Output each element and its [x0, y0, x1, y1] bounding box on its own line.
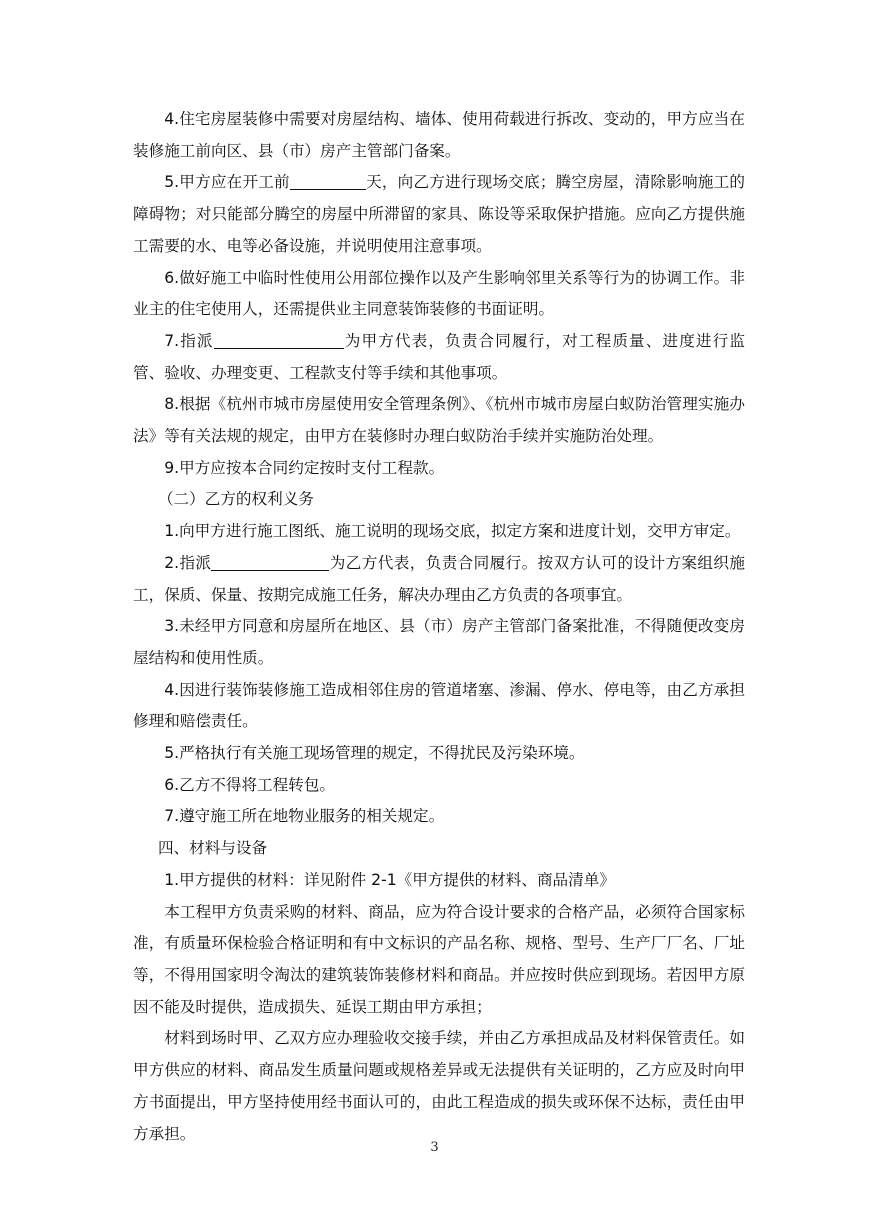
paragraph-m1: 1.甲方提供的材料：详见附件 2-1《甲方提供的材料、商品清单》: [164, 870, 615, 889]
paragraph-m2: 本工程甲方负责采购的材料、商品，应为符合设计要求的合格产品，必须符合国家标准，有质量环保检验合格证明和有中文标识的产品名称、规格、型号、生产厂厂名、厂址等，不得用国家明令淘汰的建筑装饰装修材料和商品。并应按时供应到现场。若因甲方原因不能及时提供，造成损失、延误工期由甲方承担；: [133, 902, 745, 1016]
paragraph-7-start: 7.指派: [164, 331, 214, 350]
paragraph-b3: 3.未经甲方同意和房屋所在地区、县（市）房产主管部门备案批准，不得随便改变房屋结构和使用性质。: [133, 617, 745, 667]
blank-party-b-representative: [211, 552, 329, 571]
paragraph-b6: 6.乙方不得将工程转包。: [164, 775, 336, 794]
paragraph-b2: [133, 548, 745, 611]
document-body: [133, 104, 745, 1150]
section-heading-party-b: （二）乙方的权利义务: [157, 490, 314, 509]
paragraph-5: [133, 167, 745, 262]
paragraph-9: 9.甲方应按本合同约定按时支付工程款。: [164, 458, 445, 477]
paragraph-b1: 1.向甲方进行施工图纸、施工说明的现场交底，拟定方案和进度计划，交甲方审定。: [164, 522, 741, 541]
section-heading-materials: 四、材料与设备: [157, 839, 268, 858]
paragraph-m3: 材料到场时甲、乙双方应办理验收交接手续，并由乙方承担成品及材料保管责任。如甲方供应的材料、商品发生质量问题或规格差异或无法提供有关证明的，乙方应及时向甲方书面提出，甲方坚持使用经书面认可的，由此工程造成的损失或环保不达标，责任由甲方承担。: [133, 1029, 745, 1143]
paragraph-5-start: 5.甲方应在开工前: [164, 173, 290, 192]
paragraph-b2-rest: 为乙方代表，负责合同履行。按双方认可的设计方案组织施工，保质、保量、按期完成施工任务，解决办理由乙方负责的各项事宜。: [133, 553, 745, 604]
paragraph-b4: 4.因进行装饰装修施工造成相邻住房的管道堵塞、渗漏、停水、停电等，由乙方承担修理和赔偿责任。: [133, 680, 745, 731]
paragraph-7: [133, 326, 745, 389]
paragraph-6: 6.做好施工中临时性使用公用部位操作以及产生影响邻里关系等行为的协调工作。非业主的住宅使用人，还需提供业主同意装饰装修的书面证明。: [133, 268, 745, 319]
paragraph-5-rest: 天，向乙方进行现场交底；腾空房屋，清除影响施工的障碍物；对只能部分腾空的房屋中所滞留的家具、陈设等采取保护措施。应向乙方提供施工需要的水、电等必备设施，并说明使用注意事项。: [133, 173, 745, 255]
blank-days-field: [290, 171, 366, 190]
paragraph-b5: 5.严格执行有关施工现场管理的规定，不得扰民及污染环境。: [164, 744, 585, 763]
blank-party-a-representative: [214, 330, 344, 349]
paragraph-8: 8.根据《杭州市城市房屋使用安全管理条例》、《杭州市城市房屋白蚁防治管理实施办法》等有关法规的规定，由甲方在装修时办理白蚁防治手续并实施防治处理。: [133, 395, 745, 446]
paragraph-b2-start: 2.指派: [164, 553, 212, 572]
page-number: 3: [430, 1140, 439, 1155]
paragraph-b7: 7.遵守施工所在地物业服务的相关规定。: [164, 807, 445, 826]
paragraph-4: 4.住宅房屋装修中需要对房屋结构、墙体、使用荷载进行拆改、变动的，甲方应当在装修施工前向区、县（市）房产主管部门备案。: [133, 110, 745, 160]
paragraph-7-rest: 为甲方代表，负责合同履行，对工程质量、进度进行监管、验收、办理变更、工程款支付等手续和其他事项。: [133, 331, 745, 382]
